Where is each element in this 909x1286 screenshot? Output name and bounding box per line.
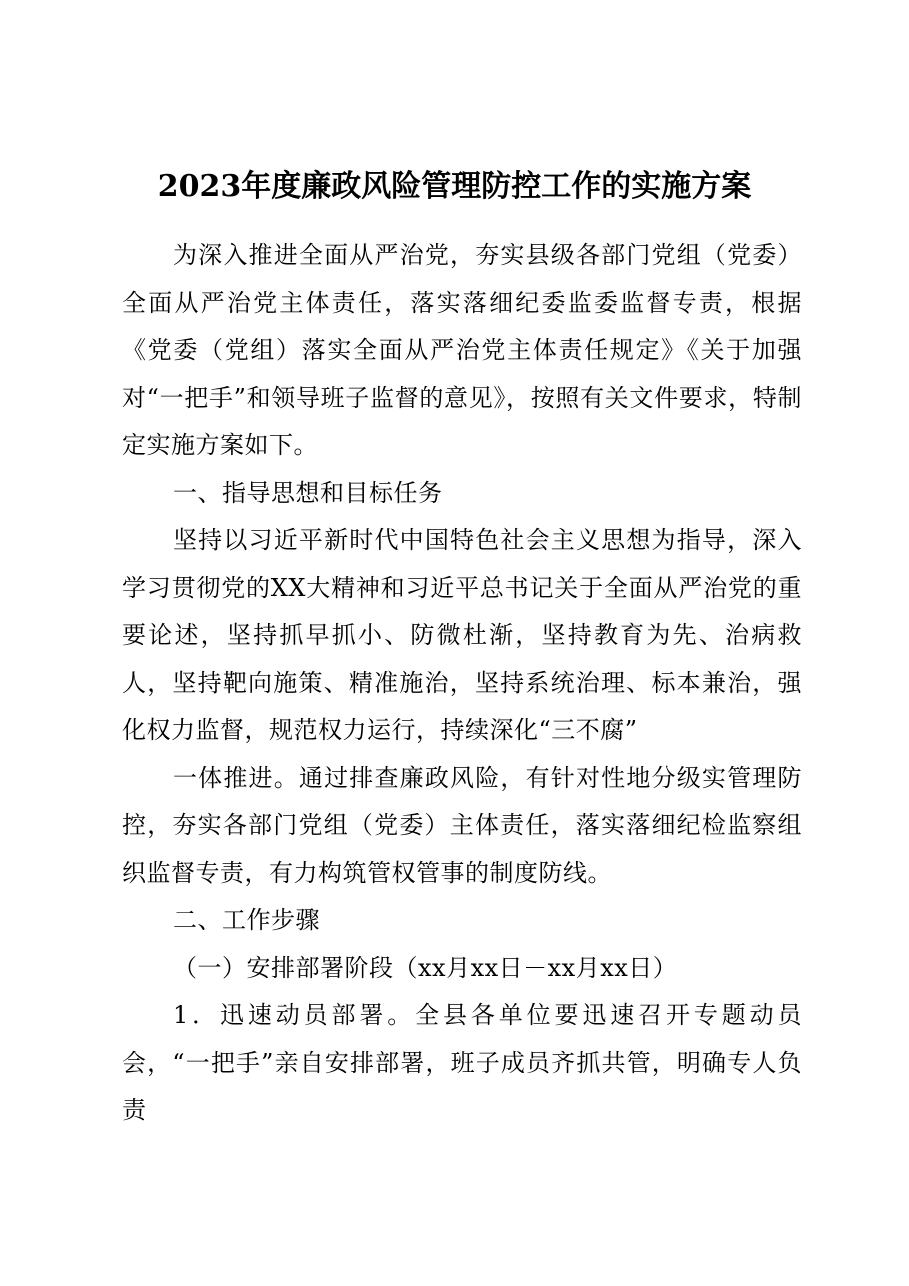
section-heading-2: 二、工作步骤 [173, 906, 320, 934]
document-title: 2023年度廉政风险管理防控工作的实施方案 [157, 169, 752, 204]
subsection-heading-1: （一）安排部署阶段（xx月xx日－xx月xx日） [173, 953, 678, 982]
guiding-thought-paragraph: 坚持以习近平新时代中国特色社会主义思想为指导，深入学习贯彻党的XX大精神和习近平总书记关于全面从严治党的重要论述，坚持抓早抓小、防微杜渐，坚持教育为先、治病救人，坚持靶向施策、精准施治，坚持系统治理、标本兼治，强化权力监督，规范权力运行，持续深化“三不腐” [122, 526, 802, 744]
intro-paragraph: 为深入推进全面从严治党，夯实县级各部门党组（党委）全面从严治党主体责任，落实落细纪委监委监督专责，根据《党委（党组）落实全面从严治党主体责任规定》《关于加强对“一把手”和领导班子监督的意见》，按照有关文件要求，特制定实施方案如下。 [122, 241, 802, 459]
section-heading-1: 一、指导思想和目标任务 [173, 478, 443, 507]
integration-paragraph: 一体推进。通过排查廉政风险，有针对性地分级实管理防控，夯实各部门党组（党委）主体责任，落实落细纪检监察组织监督专责，有力构筑管权管事的制度防线。 [122, 763, 802, 887]
document-body [122, 232, 802, 1135]
mobilization-paragraph: 1．迅速动员部署。全县各单位要迅速召开专题动员会，“一把手”亲自安排部署，班子成员齐抓共管，明确专人负责 [122, 1001, 802, 1124]
